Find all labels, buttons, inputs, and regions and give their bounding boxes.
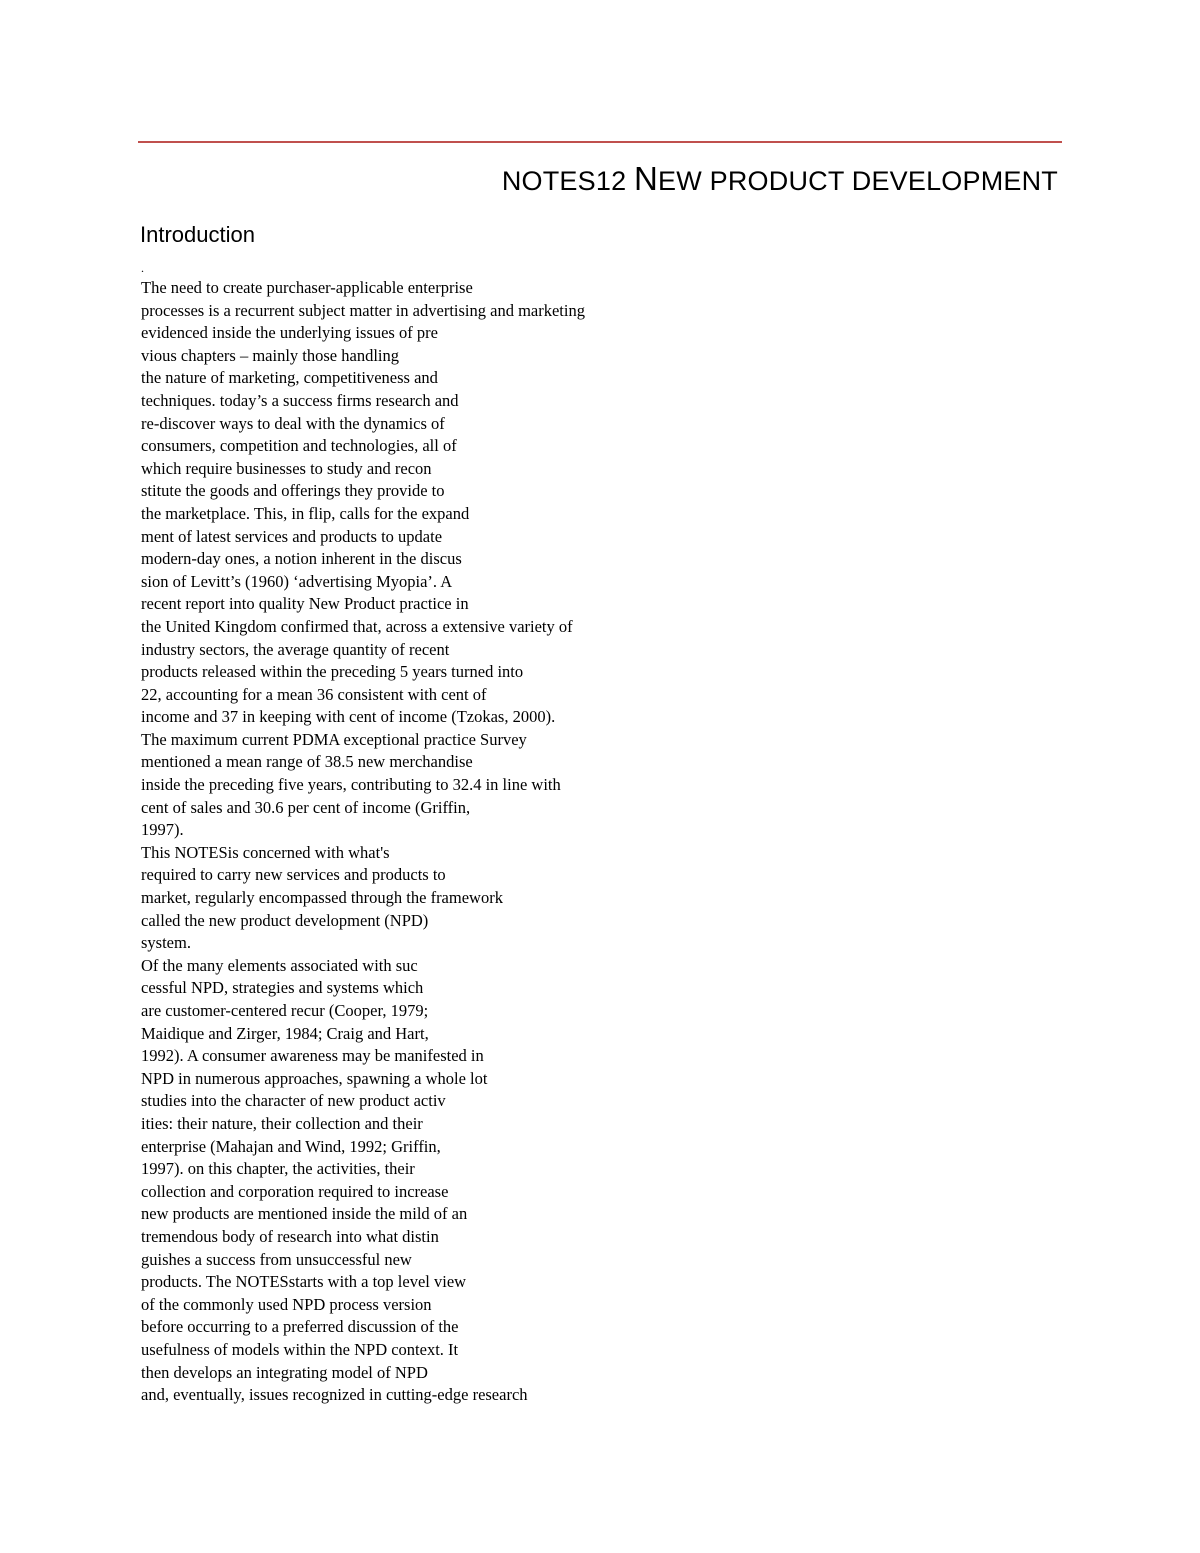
body-line: stitute the goods and offerings they provide to <box>141 481 445 501</box>
body-line: vious chapters – mainly those handling <box>141 345 399 365</box>
body-paragraph <box>141 277 585 1407</box>
body-line: consumers, competition and technologies, all of <box>141 436 457 456</box>
body-line: This NOTESis concerned with what's <box>141 842 390 862</box>
body-line: required to carry new services and products to <box>141 865 446 885</box>
body-line: system. <box>141 933 191 953</box>
body-line: products. The NOTESstarts with a top level view <box>141 1272 467 1292</box>
body-line: techniques. today’s a success firms research and <box>141 390 459 410</box>
body-line: of the commonly used NPD process version <box>141 1294 432 1314</box>
body-line: new products are mentioned inside the mild of an <box>141 1204 468 1224</box>
body-line: evidenced inside the underlying issues of pre <box>141 323 438 343</box>
body-line: cessful NPD, strategies and systems which <box>141 978 424 998</box>
body-line: 1997). on this chapter, the activities, their <box>141 1159 415 1179</box>
body-line: recent report into quality New Product practice in <box>141 594 469 614</box>
body-line: enterprise (Mahajan and Wind, 1992; Griffin, <box>141 1136 441 1156</box>
body-line: usefulness of models within the NPD context. It <box>141 1339 459 1359</box>
chapter-title-rest: EW PRODUCT DEVELOPMENT <box>658 166 1058 196</box>
body-line: ities: their nature, their collection and their <box>141 1113 423 1133</box>
body-line: 22, accounting for a mean 36 consistent with cent of <box>141 684 487 704</box>
body-line: mentioned a mean range of 38.5 new merchandise <box>141 752 473 772</box>
body-line: the United Kingdom confirmed that, across a extensive variety of <box>141 616 573 636</box>
body-line: collection and corporation required to increase <box>141 1181 449 1201</box>
body-line: before occurring to a preferred discussion of the <box>141 1317 459 1337</box>
body-line: Of the many elements associated with suc <box>141 955 418 975</box>
section-heading: Introduction <box>140 222 255 247</box>
body-line: NPD in numerous approaches, spawning a whole lot <box>141 1068 488 1088</box>
body-line: Maidique and Zirger, 1984; Craig and Hart, <box>141 1023 429 1043</box>
body-line: and, eventually, issues recognized in cutting-edge research <box>141 1385 528 1405</box>
body-line: The need to create purchaser-applicable enterprise <box>141 278 473 297</box>
body-line: are customer-centered recur (Cooper, 1979; <box>141 1001 429 1020</box>
chapter-number-prefix: NOTES12 <box>501 166 634 196</box>
body-line: the nature of marketing, competitiveness and <box>141 368 438 388</box>
body-line: guishes a success from unsuccessful new <box>141 1249 412 1269</box>
body-line: called the new product development (NPD) <box>141 910 429 930</box>
stray-mark: . <box>141 261 144 275</box>
body-line: ment of latest services and products to update <box>141 526 443 546</box>
body-line: tremendous body of research into what distin <box>141 1226 439 1246</box>
body-line: industry sectors, the average quantity of recent <box>141 639 450 659</box>
body-line: processes is a recurrent subject matter in advertising and marketing <box>141 300 585 320</box>
body-line: the marketplace. This, in flip, calls for the expand <box>141 503 470 523</box>
body-line: studies into the character of new product activ <box>141 1091 446 1111</box>
body-line: which require businesses to study and recon <box>141 458 432 478</box>
body-line: products released within the preceding 5 years turned into <box>141 662 524 682</box>
body-line: cent of sales and 30.6 per cent of income (Griffin, <box>141 797 471 817</box>
body-line: inside the preceding five years, contributing to 32.4 in line with <box>141 775 561 795</box>
chapter-title-initial: N <box>634 160 659 197</box>
body-line: sion of Levitt’s (1960) ‘advertising Myopia’. A <box>141 571 453 591</box>
chapter-title <box>502 160 1058 198</box>
body-line: 1997). <box>141 820 184 840</box>
body-line: 1992). A consumer awareness may be manifested in <box>141 1046 484 1066</box>
body-line: re-discover ways to deal with the dynamics of <box>141 413 445 433</box>
body-line: The maximum current PDMA exceptional practice Survey <box>141 729 527 749</box>
body-line: income and 37 in keeping with cent of income (Tzokas, 2000). <box>141 707 556 727</box>
body-line: modern-day ones, a notion inherent in the discus <box>141 549 462 569</box>
body-line: then develops an integrating model of NPD <box>141 1362 428 1382</box>
header-divider <box>138 141 1062 143</box>
body-line: market, regularly encompassed through the framework <box>141 888 503 908</box>
